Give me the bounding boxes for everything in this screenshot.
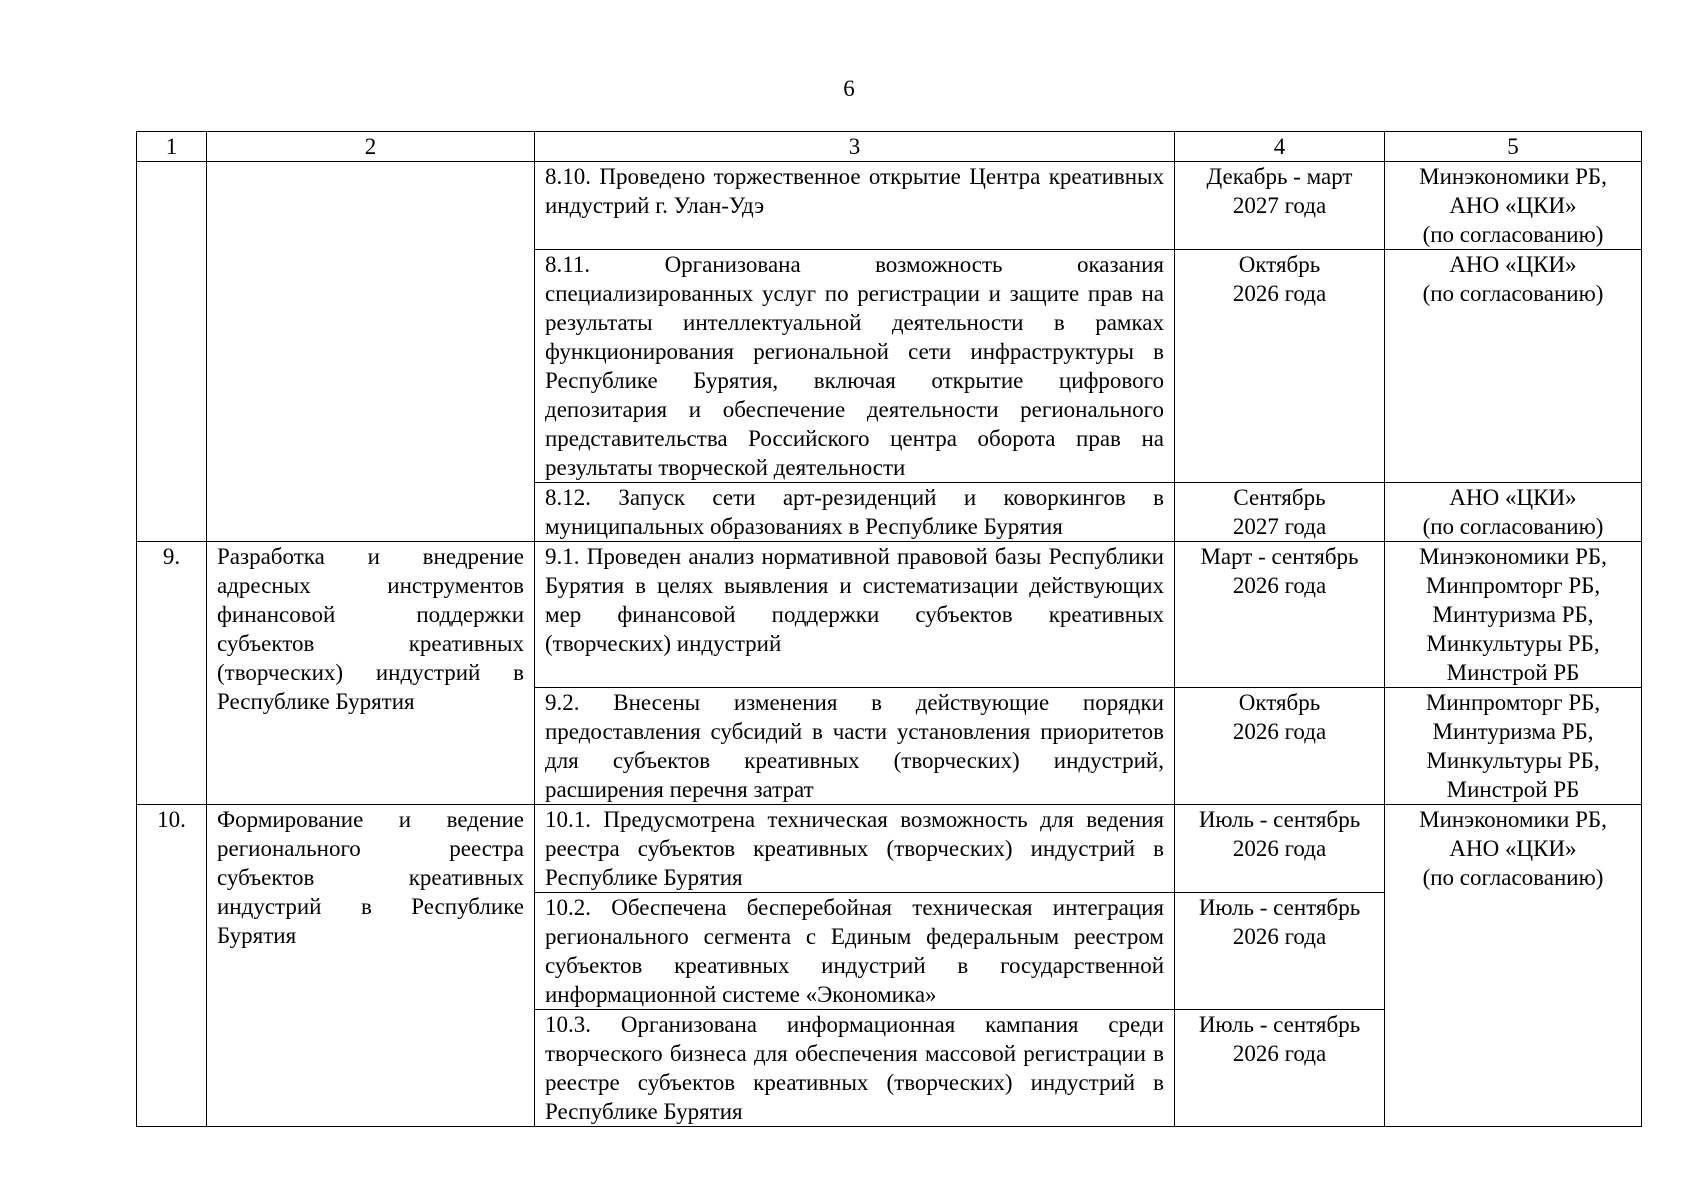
date-line: 2026 года [1232,281,1327,306]
result-cell: 9.2. Внесены изменения в действующие порядки предоставления субсидий в части установления приоритетов для субъектов креативных (творческих) индустрий, расширения перечня затрат [535,688,1175,805]
date-cell [1175,542,1385,688]
responsible-cell [1385,688,1642,805]
date-cell [1175,805,1385,893]
result-cell: 8.10. Проведено торжественное открытие Центра креативных индустрий г. Улан-Удэ [535,162,1175,250]
date-cell [1175,688,1385,805]
date-cell [1175,893,1385,1010]
responsible-line: Минэкономики РБ, [1419,807,1607,832]
result-cell: 10.3. Организована информационная кампания среди творческого бизнеса для обеспечения массовой регистрации в реестре субъектов креативных (творческих) индустрий в Республике Бурятия [535,1010,1175,1127]
column-header: 1 [137,132,207,162]
responsible-line: Минпромторг РБ, [1425,573,1601,598]
date-line: Октябрь [1238,690,1321,715]
date-line: Октябрь [1238,252,1321,277]
page-number: 6 [843,76,855,101]
date-line: 2027 года [1232,514,1327,539]
date-line: Июль - сентябрь [1198,895,1361,920]
date-cell [1175,162,1385,250]
responsible-cell [1385,805,1642,1127]
responsible-line: Минэкономики РБ, [1419,164,1607,189]
date-line: 2027 года [1232,193,1327,218]
column-header: 4 [1175,132,1385,162]
responsible-cell [1385,483,1642,542]
row-title-cell [207,162,535,542]
result-cell: 10.2. Обеспечена бесперебойная техническая интеграция регионального сегмента с Единым федеральным реестром субъектов креативных индустрий в государственной информационной системе «Экономика» [535,893,1175,1010]
column-header: 5 [1385,132,1642,162]
result-cell: 8.11. Организована возможность оказания специализированных услуг по регистрации и защите прав на результаты интеллектуальной деятельности в рамках функционирования региональной сети инфраструктуры в Республике Бурятия, включая открытие цифрового депозитария и обеспечение деятельности регионального представительства Российского центра оборота прав на результаты творческой деятельности [535,250,1175,483]
result-cell: 8.12. Запуск сети арт-резиденций и коворкингов в муниципальных образованиях в Республике Бурятия [535,483,1175,542]
row-number-cell: 9. [137,542,207,805]
responsible-cell [1385,542,1642,688]
date-cell [1175,1010,1385,1127]
column-header: 3 [535,132,1175,162]
responsible-line: Минтуризма РБ, [1432,719,1594,744]
date-line: 2026 года [1232,1041,1327,1066]
responsible-line: Минстрой РБ [1446,660,1580,685]
date-cell [1175,483,1385,542]
responsible-line: АНО «ЦКИ» [1449,252,1577,277]
responsible-line: Минтуризма РБ, [1432,602,1594,627]
date-line: 2026 года [1232,719,1327,744]
responsible-line: Минэкономики РБ, [1419,544,1607,569]
activity-table [136,131,1642,1127]
responsible-line: Минкультуры РБ, [1426,631,1600,656]
date-line: Июль - сентябрь [1198,1012,1361,1037]
date-line: Март - сентябрь [1200,544,1359,569]
responsible-cell [1385,250,1642,483]
date-line: 2026 года [1232,836,1327,861]
responsible-line: (по согласованию) [1422,222,1604,247]
row-number-cell: 10. [137,805,207,1127]
responsible-line: Минстрой РБ [1446,777,1580,802]
responsible-line: (по согласованию) [1422,281,1604,306]
responsible-line: АНО «ЦКИ» [1449,485,1577,510]
table-header-row [137,132,1642,162]
responsible-line: АНО «ЦКИ» [1449,836,1577,861]
date-line: 2026 года [1232,573,1327,598]
table-row [137,542,1642,688]
column-header: 2 [207,132,535,162]
result-cell: 10.1. Предусмотрена техническая возможность для ведения реестра субъектов креативных (творческих) индустрий в Республике Бурятия [535,805,1175,893]
result-cell: 9.1. Проведен анализ нормативной правовой базы Республики Бурятия в целях выявления и систематизации действующих мер финансовой поддержки субъектов креативных (творческих) индустрий [535,542,1175,688]
date-line: Декабрь - март [1206,164,1353,189]
responsible-line: (по согласованию) [1422,865,1604,890]
date-line: Июль - сентябрь [1198,807,1361,832]
responsible-line: (по согласованию) [1422,514,1604,539]
responsible-line: АНО «ЦКИ» [1449,193,1577,218]
row-number-cell [137,162,207,542]
table-row [137,805,1642,893]
responsible-cell [1385,162,1642,250]
table-row [137,162,1642,250]
responsible-line: Минкультуры РБ, [1426,748,1600,773]
responsible-line: Минпромторг РБ, [1425,690,1601,715]
date-line: 2026 года [1232,924,1327,949]
row-title-cell: Формирование и ведение регионального реестра субъектов креативных индустрий в Республике Бурятия [207,805,535,1127]
row-title-cell: Разработка и внедрение адресных инструментов финансовой поддержки субъектов креативных (творческих) индустрий в Республике Бурятия [207,542,535,805]
date-line: Сентябрь [1233,485,1326,510]
date-cell [1175,250,1385,483]
